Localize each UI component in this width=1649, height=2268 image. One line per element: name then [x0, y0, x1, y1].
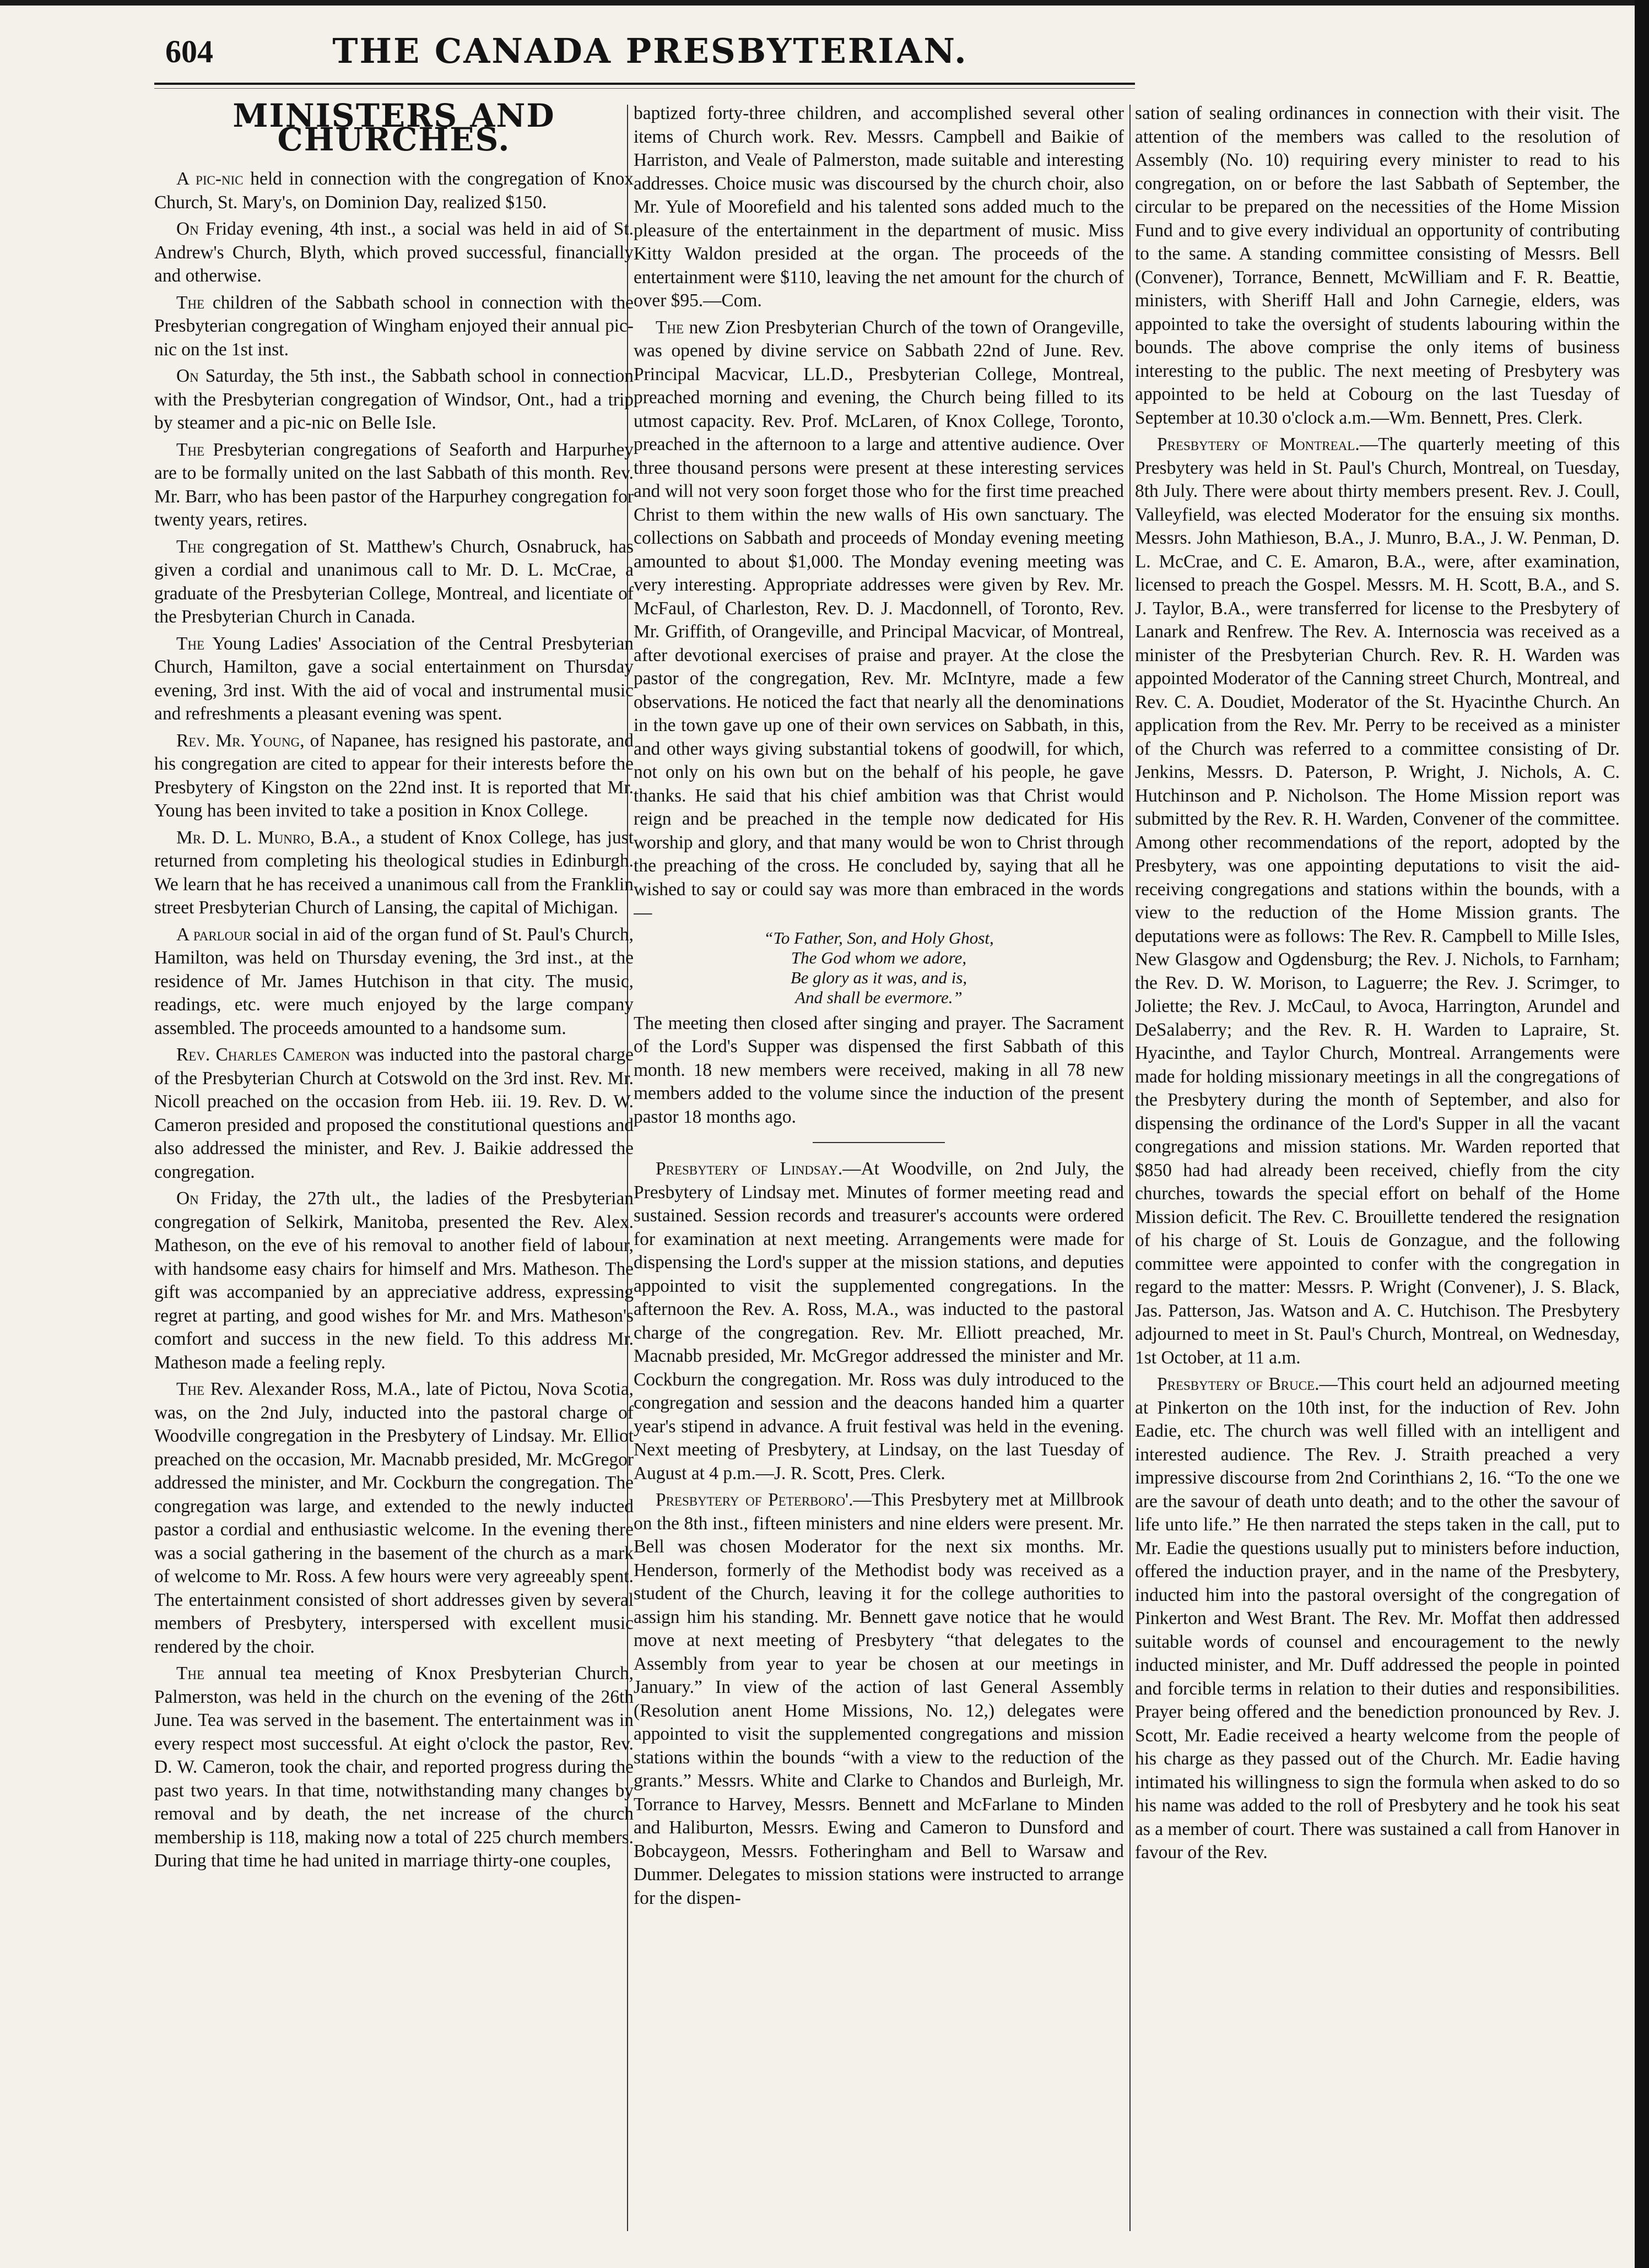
article-lead: Presbytery of Montreal. [1157, 434, 1360, 454]
article-paragraph [154, 218, 634, 288]
article-paragraph [154, 167, 634, 214]
article-text: Rev. Alexander Ross, M.A., late of Pictou, Nova Scotia, was, on the 2nd July, inducted into the pastoral charge of Woodville congregation in the Presbytery of Lindsay. Mr. Elliot preached on the occasion, Mr. Macnabb presided, Mr. McGregor addressed the minister, and Mr. Cockburn the congregation. The congregation was large, and extended to the newly inducted pastor a cordial and enthusiastic welcome. In the evening there was a social gathering in the basement of the church as a mark of welcome to Mr. Ross. A few hours were very agreeably spent. The entertainment consisted of short addresses given by several members of Presbytery, interspersed with excellent music rendered by the choir. [154, 1379, 634, 1657]
article-text: Friday, the 27th ult., the ladies of the Presbyterian congregation of Selkirk, Manitoba, presented the Rev. Alex. Matheson, on the eve of his removal to another field of labour, with handsome easy chairs for himself and Mrs. Matheson. The gift was accompanied by an appreciative address, expressing regret at parting, and good wishes for Mr. and Mrs. Matheson's comfort and success in the new field. To this address Mr. Matheson made a feeling reply. [154, 1188, 634, 1373]
article-text: B.A., a student of Knox College, has just returned from completing his theological studies in Edinburgh. We learn that he has received a unanimous call from the Franklin street Presbyterian Church of Lansing, the capital of Michigan. [154, 827, 634, 918]
journal-title: THE CANADA PRESBYTERIAN. [332, 31, 968, 71]
article-paragraph [154, 1043, 634, 1184]
article-text: children of the Sabbath school in connection with the Presbyterian congregation of Wingham enjoyed their annual pic-nic on the 1st inst. [154, 292, 634, 360]
article-lead: Rev. Charles Cameron [176, 1044, 350, 1065]
page-header [165, 33, 1135, 77]
article-paragraph [154, 1187, 634, 1374]
header-rule-thin [154, 88, 1135, 89]
column-2 [634, 102, 1124, 2239]
article-text: —At Woodville, on 2nd July, the Presbytery of Lindsay met. Minutes of former meeting read and sustained. Session records and treasurer's accounts were ordered for examination at next meeting. Arrangements were made for dispensing the Lord's supper at the mission stations, and deputies appointed to visit the supplemented congregations. In the afternoon the Rev. A. Ross, M.A., was inducted to the pastoral charge of the congregation. Rev. Mr. Elliott preached, Mr. Macnabb presided, Mr. McGregor addressed the minister and Mr. Cockburn the congregation. Mr. Ross was duly introduced to the congregation and session and the deacons handed him a quarter year's stipend in advance. A fruit festival was held in the evening. Next meeting of Presbytery, at Lindsay, on the last Tuesday of August at 4 p.m.—J. R. Scott, Pres. Clerk. [634, 1159, 1124, 1484]
article-lead: The [176, 292, 205, 313]
article-paragraph [154, 923, 634, 1041]
scan-edge-right [1635, 0, 1649, 2268]
section-divider [813, 1142, 945, 1143]
scan-edge-top [0, 0, 1649, 6]
article-lead: Presbytery of Bruce. [1157, 1374, 1320, 1394]
article-lead: The [176, 536, 205, 557]
column-3-articles [1135, 102, 1620, 1865]
article-text: Young Ladies' Association of the Central Presbyterian Church, Hamilton, gave a social entertainment on Thursday evening, 3rd inst. With the aid of vocal and instrumental music and refreshments a pleasant evening was spent. [154, 633, 634, 724]
article-lead: Rev. Mr. Young, [176, 730, 305, 751]
article-paragraph [154, 632, 634, 726]
article-paragraph [634, 1488, 1124, 1910]
article-paragraph [154, 365, 634, 435]
article-lead: Presbytery of Peterboro'. [656, 1490, 853, 1510]
article-text: Presbyterian congregations of Seaforth and Harpurhey are to be formally united on the last Sabbath of this month. Rev. Mr. Barr, who has been pastor of the Harpurhey congregation for twenty years, retires. [154, 439, 634, 530]
article-lead: Mr. D. L. Munro, [176, 827, 315, 848]
article-text: sation of sealing ordinances in connection with their visit. The attention of the members was called to the resolution of Assembly (No. 10) requiring every minister to read to his congregation, on or before the last Sabbath of September, the circular to be prepared on the necessities of the Home Mission Fund and to give every individual an opportunity of contributing to the same. A standing committee consisting of Messrs. Bell (Convener), Torrance, Bennett, McWilliam and F. R. Beattie, ministers, with Sheriff Hall and John Carnegie, elders, was appointed to take the oversight of students labouring within the bounds. The above comprise the only items of business interesting to the public. The next meeting of Presbytery was appointed to be held at Cobourg on the last Tuesday of September at 10.30 o'clock a.m.—Wm. Bennett, Pres. Clerk. [1135, 103, 1620, 428]
article-paragraph [154, 1662, 634, 1873]
article-lead: The [656, 317, 684, 338]
article-text: —This court held an adjourned meeting at Pinkerton on the 10th inst, for the induction of Rev. John Eadie, etc. The church was well filled with an intelligent and interested audience. The Rev. J. Straith preached a very impressive discourse from 2nd Corinthians 2, 16. “To the one we are the savour of death unto death; and to the other the savour of life unto life.” He then narrated the steps taken in the call, put to Mr. Eadie the questions usually put to ministers before induction, offered the induction prayer, and in the name of the Presbytery, inducted him into the pastoral oversight of the congregation of Pinkerton and West Brant. The Rev. Mr. Moffat then addressed suitable words of counsel and encouragement to the newly inducted minister, and Mr. Duff addressed the people in pointed and forcible terms in relation to their duties and responsibilities. Prayer being offered and the benediction pronounced by Rev. J. Scott, Mr. Eadie received a hearty welcome from the people of his charge as they passed out of the Church. Mr. Eadie having intimated his willingness to sign the formula when asked to do so his name was added to the roll of Presbytery and he took his seat as a member of court. There was sustained a call from Hanover in favour of the Rev. [1135, 1374, 1620, 1863]
article-paragraph [154, 535, 634, 629]
article-paragraph [154, 826, 634, 920]
article-text: congregation of St. Matthew's Church, Osnabruck, has given a cordial and unanimous call to Mr. D. L. McCrae, a graduate of the Presbyterian College, Montreal, and licentiate of the Presbyterian Church in Canada. [154, 536, 634, 627]
article-text: new Zion Presbyterian Church of the town of Orangeville, was opened by divine service on Sabbath 22nd of June. Rev. Principal Macvicar, LL.D., Presbyterian College, Montreal, preached morning and evening, the Church being filled to its utmost capacity. Rev. Prof. McLaren, of Knox College, Toronto, preached in the afternoon to a large and attentive audience. Over three thousand persons were present at these interesting services and will not very soon forget those who for the first time preached Christ to them within the new walls of His own sanctuary. The collections on Sabbath and proceeds of Monday evening meeting amounted to about $1,000. The Monday evening meeting was very interesting. Appropriate addresses were given by Rev. Mr. McFaul, of Charleston, Rev. D. J. Macdonnell, of Toronto, Rev. Mr. Griffith, of Orangeville, and Principal Macvicar, of Montreal, after devotional exercises of praise and prayer. At the close the pastor of the congregation, Rev. Mr. McIntyre, made a few observations. He noticed the fact that nearly all the denominations in the town gave up one of their own services on Sabbath, in this, and other ways giving substantial tokens of goodwill, for which, not only on his own but on the behalf of his people, he gave thanks. He said that his chief ambition was that Christ would reign and be preached in the temple now dedicated for His worship and glory, and that many would be won to Christ through the preaching of the cross. He concluded by, saying that all he wished to say or could say was more than embraced in the words— [634, 317, 1124, 923]
article-lead: The [176, 439, 205, 460]
column-3 [1135, 102, 1620, 2239]
article-paragraph [1135, 433, 1620, 1370]
column-rule [1129, 105, 1131, 2231]
article-lead: On [176, 366, 199, 386]
article-paragraph [154, 729, 634, 823]
article-lead: On [176, 1188, 199, 1209]
article-text: social in aid of the organ fund of St. Paul's Church, Hamilton, was held on Thursday evening, the 3rd inst., at the residence of Mr. James Hutchison in that city. The music, readings, etc. were much enjoyed by the large company assembled. The proceeds amounted to a handsome sum. [154, 924, 634, 1038]
article-text: The meeting then closed after singing and prayer. The Sacrament of the Lord's Supper was dispensed the first Sabbath of this month. 18 new members were received, making in all 78 new members added to the volume since the induction of the present pastor 18 months ago. [634, 1013, 1124, 1127]
page-number: 604 [165, 34, 213, 69]
column-1-articles [154, 167, 634, 1873]
article-paragraph [634, 1157, 1124, 1485]
article-lead: The [176, 1663, 205, 1684]
article-paragraph [154, 439, 634, 532]
article-paragraph [154, 291, 634, 362]
verse-line: “To Father, Son, and Holy Ghost, [764, 928, 994, 948]
article-lead: A parlour [176, 924, 252, 945]
article-text: was inducted into the pastoral charge of the Presbyterian Church at Cotswold on the 3rd inst. Rev. Mr. Nicoll preached on the occasion from Heb. iii. 19. Rev. D. W. Cameron presided and proposed the constitutional questions and also addressed the minister, and Rev. J. Baikie addressed the congregation. [154, 1044, 634, 1182]
verse-line: Be glory as it was, and is, [790, 967, 967, 987]
article-paragraph [154, 1378, 634, 1659]
article-paragraph [1135, 1373, 1620, 1865]
article-text: baptized forty-three children, and accomplished several other items of Church work. Rev. Messrs. Campbell and Baikie of Harriston, and Veale of Palmerston, made suitable and interesting addresses. Choice music was discoursed by the church choir, also Mr. Yule of Moorefield and his talented sons added much to the pleasure of the entertainment in the department of music. Miss Kitty Waldon presided at the organ. The proceeds of the entertainment were $110, leaving the net amount for the church of over $95.—Com. [634, 103, 1124, 311]
header-rule [154, 83, 1135, 85]
article-text: of Napanee, has resigned his pastorate, and his congregation are cited to appear for their interests before the Presbytery of Kingston on the 22nd inst. It is reported that Mr. Young has been invited to take a position in Knox College. [154, 730, 634, 821]
column-2-articles [634, 102, 1124, 925]
column-2-closing [634, 1012, 1124, 1129]
verse-line: And shall be evermore.” [795, 987, 963, 1007]
article-lead: On [176, 219, 199, 239]
section-title: MINISTERS AND CHURCHES. [233, 102, 555, 158]
article-text: —This Presbytery met at Millbrook on the 8th inst., fifteen ministers and nine elders were present. Mr. Bell was chosen Moderator for the next six months. Mr. Henderson, formerly of the Methodist body was received as a student of the Church, leaving it for the college authorities to assign him his standing. Mr. Bennett gave notice that he would move at next meeting of Presbytery “that delegates to the Assembly from year to year be chosen at our meetings in January.” In view of the action of last General Assembly (Resolution anent Home Missions, No. 12,) delegates were appointed to visit the supplemented congregations and mission stations within the bounds “with a view to the reduction of the grants.” Messrs. White and Clarke to Chandos and Burleigh, Mr. Torrance to Harvey, Messrs. Bennett and McFarlane to Minden and Haliburton, Messrs. Ewing and Cameron to Dunsford and Bobcaygeon, Messrs. Fotheringham and Bell to Warsaw and Dummer. Delegates to mission stations were instructed to arrange for the dispen- [634, 1490, 1124, 1908]
article-text: —The quarterly meeting of this Presbytery was held in St. Paul's Church, Montreal, on Tuesday, 8th July. There were about thirty members present. Rev. J. Coull, Valleyfield, was elected Moderator for the ensuing six months. Messrs. John Mathieson, B.A., J. Munro, B.A., J. W. Penman, D. L. McCrae, and C. E. Amaron, B.A., were, after examination, licensed to preach the Gospel. Messrs. M. H. Scott, B.A., and S. J. Taylor, B.A., were transferred for license to the Presbytery of Lanark and Renfrew. The Rev. A. Internoscia was received as a minister of the Presbyterian Church. Rev. R. H. Warden was appointed Moderator of the Canning street Church, Montreal, and Rev. C. A. Doudiet, Moderator of the St. Hyacinthe Church. An application from the Rev. Mr. Perry to be received as a minister of the Church was referred to a committee consisting of Dr. Jenkins, Messrs. D. Paterson, P. Wright, J. Nichols, A. C. Hutchinson and P. Nicholson. The Home Mission report was submitted by the Rev. R. H. Warden, Convener of the committee. Among other recommendations of the report, adopted by the Presbytery, was one appointing deputations to visit the aid-receiving congregations and stations within the bounds, with a view to the reduction of the Home Mission grants. The deputations were as follows: The Rev. R. Campbell to Mille Isles, New Glasgow and Ogdensburg; the Rev. J. Nichols, to Farnham; the Rev. D. W. Morison, to Laguerre; the Rev. J. Scrimger, to Joliette; the Rev. J. McCaul, to Avoca, Harrington, Arundel and DeSalaberry; and the Rev. R. H. Warden to Lapraire, St. Hyacinthe, and Taylor Church, Montreal. Arrangements were made for holding missionary meetings in all the congregations of the Presbytery during the month of September, and also for dispensing the ordinance of the Lord's Supper in all the vacant congregations and mission stations. Mr. Warden reported that $850 had had already been received, chiefly from the city churches, towards the special effort on behalf of the Home Mission deficit. The Rev. C. Brouillette tendered the resignation of his charge of St. Louis de Gonzague, and the following committee were appointed to confer with the congregation in regard to the matter: Messrs. P. Wright (Convener), J. S. Black, Jas. Patterson, Jas. Watson and A. C. Hutchison. The Presbytery adjourned to meet in St. Paul's Church, Montreal, on Wednesday, 1st October, at 11 a.m. [1135, 434, 1620, 1368]
column-1 [154, 102, 634, 2239]
presbytery-reports [634, 1157, 1124, 1910]
article-lead: A pic-nic [176, 169, 244, 189]
article-lead: The [176, 633, 205, 654]
article-lead: Presbytery of Lindsay. [656, 1159, 843, 1179]
article-paragraph [634, 316, 1124, 925]
article-text: annual tea meeting of Knox Presbyterian Church, Palmerston, was held in the church on the evening of the 26th June. Tea was served in the basement. The entertainment was in every respect most successful. At eight o'clock the pastor, Rev. D. W. Cameron, took the chair, and reported progress during the past two years. In that time, notwithstanding many changes by removal and by death, the net increase of the church membership is 118, making now a total of 225 church members. During that time he had united in marriage thirty-one couples, [154, 1663, 634, 1871]
article-paragraph [634, 102, 1124, 313]
article-text: Saturday, the 5th inst., the Sabbath school in connection with the Presbyterian congregation of Windsor, Ont., had a trip by steamer and a pic-nic on Belle Isle. [154, 366, 634, 433]
article-lead: The [176, 1379, 205, 1399]
verse-line: The God whom we adore, [791, 948, 967, 967]
article-text: held in connection with the congregation of Knox Church, St. Mary's, on Dominion Day, realized $150. [154, 169, 634, 213]
article-paragraph [634, 1012, 1124, 1129]
hymn-verse [634, 928, 1124, 1008]
article-text: Friday evening, 4th inst., a social was held in aid of St. Andrew's Church, Blyth, which proved successful, financially and otherwise. [154, 219, 634, 286]
article-paragraph [1135, 102, 1620, 430]
